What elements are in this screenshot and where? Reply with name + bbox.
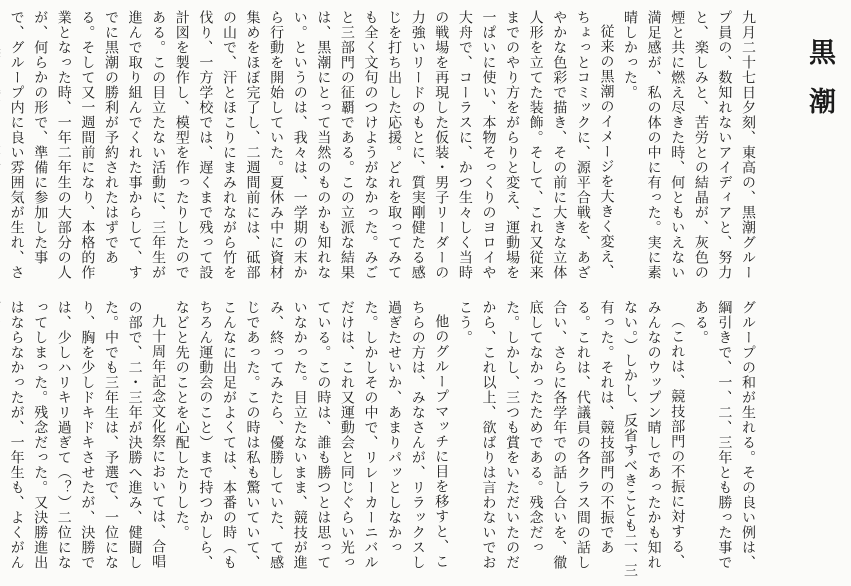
paragraph: 九月二十七日夕刻、東高の、黒潮グループ員の、数知れないアイディアと、努力と、楽しみと、苦労との結晶が、灰色の煙と共に燃え尽きた時、何ともいえない満足感が、私の体の中に有った。実に素晴しかった。 <box>622 10 756 280</box>
paragraph: 他のグループマッチに目を移すと、こちらの方は、みなさんが、リラックスし過ぎたせいか、あまりパッとしなかった。しかしその中で、リレーカーニバルだけは、これ又運動会と同じぐらい光っている。この時は、誰も勝つとは思っていなかった。目立たないまま、競技が進み、終ってみたら、優勝していた、て感じであった。この時は私も驚いていて、こんなに出足がよくては、本番の時（もちろん運動会のこと）まで持つかしら、などと先のことを心配したりした。 <box>173 300 450 570</box>
article-body-bottom <box>8 300 759 580</box>
paragraph: 九十周年記念文化祭においては、合唱の部で、二・三年が決勝へ進み、健闘した。中でも三年生は、予選で、一位になり、胸を少しドキドキさせたが、決勝では、少しハリキリ過ぎて（？）二位になってしまった。残念だった。又決勝進出はならなかったが、一年生も、よくがん <box>8 300 167 570</box>
paragraph: グループの和が生れる。その良い例は、綱引きで、一、二、三年とも勝った事である。 <box>692 300 756 570</box>
paragraph: （これは、競技部門の不振に対する、みんなのウップン晴しであったかも知れない。）しかし、反省すべきことも二、三有った。それは、競技部門の不振である。これは、代議員の各クラス間の話し合い、さらに各学年での話し合いを、徹底してなかったためである。残念だった。しかし、三つも賞をいただいたのだから、これ以上、欲ばりは言わないでおこう。 <box>456 300 686 578</box>
article-body-top <box>8 10 759 293</box>
article-title: 黒潮 <box>804 38 835 136</box>
paragraph: 従来の黒潮のイメージを大きく変え、ちょっとコミックに、源平合戦を、あざやかな色彩で描き、その前に大きな立体人形を立てた装飾。そして、これ又従来までのやり方をがらりと変え、運動場を一ぱいに使い、本物そっくりのヨロイや大舟で、コーラスに、かつ生々しく当時の戦場を再現した仮装・男子リーダーの力強いリードのもとに、質実剛健たる感じを打ち出した応援。どれを取ってみても全く文句のつけようがなかった。みごと三部門の征覇である。この立派な結果は、黒潮にとって当然のものかも知れない。というのは、我々は、一学期の末から行動を開始していた。夏休み中に資材集めをほぼ完了し、二週間前には、砥部の山で、汗とほこりにまみれながら竹を伐り、一方学校では、遅くまで残って設計図を製作し、模型を作ったりしたのである。この目立たない活動に、三年生が進んで取り組んでくれた事からして、すでに黒潮の勝利が予約されたはずである。そして又一週間前になり、本格的作業となった時、一年二年生の大部分の人が、何らかの形で、準備に参加した事で、グループ内に良い雰囲気が生れ、さ <box>8 10 615 280</box>
